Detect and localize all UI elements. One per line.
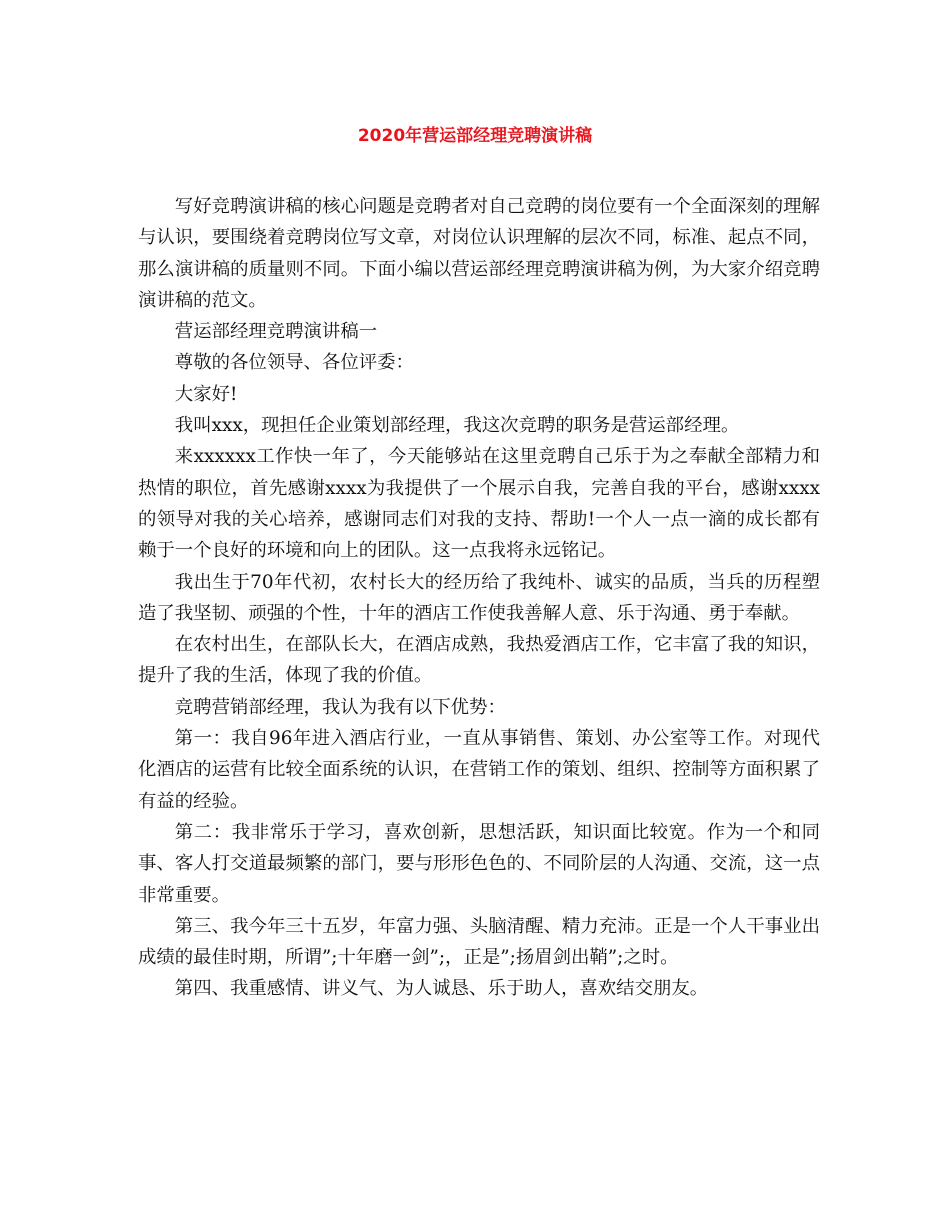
paragraph-greeting: 大家好!: [174, 383, 238, 405]
paragraph-advantages-intro: 竞聘营销部经理，我认为我有以下优势：: [174, 696, 506, 718]
paragraph-advantage-2: 第二：我非常乐于学习，喜欢创新，思想活跃，知识面比较宽。作为一个和同事、客人打交道最频繁的部门，要与形形色色的、不同阶层的人沟通、交流，这一点非常重要。: [138, 821, 820, 906]
paragraph-career: 在农村出生，在部队长大，在酒店成熟，我热爱酒店工作，它丰富了我的知识，提升了我的生活，体现了我的价值。: [138, 634, 820, 687]
document-body: [138, 191, 820, 1005]
paragraph-self-intro: 我叫xxx，现担任企业策划部经理，我这次竞聘的职务是营运部经理。: [174, 415, 740, 437]
paragraph-advantage-1: 第一：我自96年进入酒店行业，一直从事销售、策划、办公室等工作。对现代化酒店的运营有比较全面系统的认识，在营销工作的策划、组织、控制等方面积累了有益的经验。: [138, 728, 820, 812]
document-title: 2020年营运部经理竞聘演讲稿: [357, 126, 593, 146]
paragraph-advantage-4: 第四、我重感情、讲义气、为人诚恳、乐于助人，喜欢结交朋友。: [174, 978, 709, 1000]
paragraph-salutation: 尊敬的各位领导、各位评委：: [174, 352, 414, 374]
paragraph-intro: 写好竞聘演讲稿的核心问题是竞聘者对自己竞聘的岗位要有一个全面深刻的理解与认识，要围绕着竞聘岗位写文章，对岗位认识理解的层次不同，标准、起点不同，那么演讲稿的质量则不同。下面小编以营运部经理竞聘演讲稿为例，为大家介绍竞聘演讲稿的范文。: [138, 196, 820, 311]
paragraph-subtitle: 营运部经理竞聘演讲稿一: [174, 321, 378, 343]
paragraph-thanks: 来xxxxxx工作快一年了，今天能够站在这里竞聘自己乐于为之奉献全部精力和热情的职位，首先感谢xxxx为我提供了一个展示自我，完善自我的平台，感谢xxxx的领导对我的关心培养，感谢同志们对我的支持、帮助!一个人一点一滴的成长都有赖于一个良好的环境和向上的团队。这一点我将永远铭记。: [138, 446, 820, 562]
paragraph-background: 我出生于70年代初，农村长大的经历给了我纯朴、诚实的品质，当兵的历程塑造了我坚韧、顽强的个性，十年的酒店工作使我善解人意、乐于沟通、勇于奉献。: [138, 571, 820, 624]
paragraph-advantage-3: 第三、我今年三十五岁，年富力强、头脑清醒、精力充沛。正是一个人干事业出成绩的最佳时期，所谓”;十年磨一剑”;，正是”;扬眉剑出鞘”;之时。: [138, 915, 820, 969]
